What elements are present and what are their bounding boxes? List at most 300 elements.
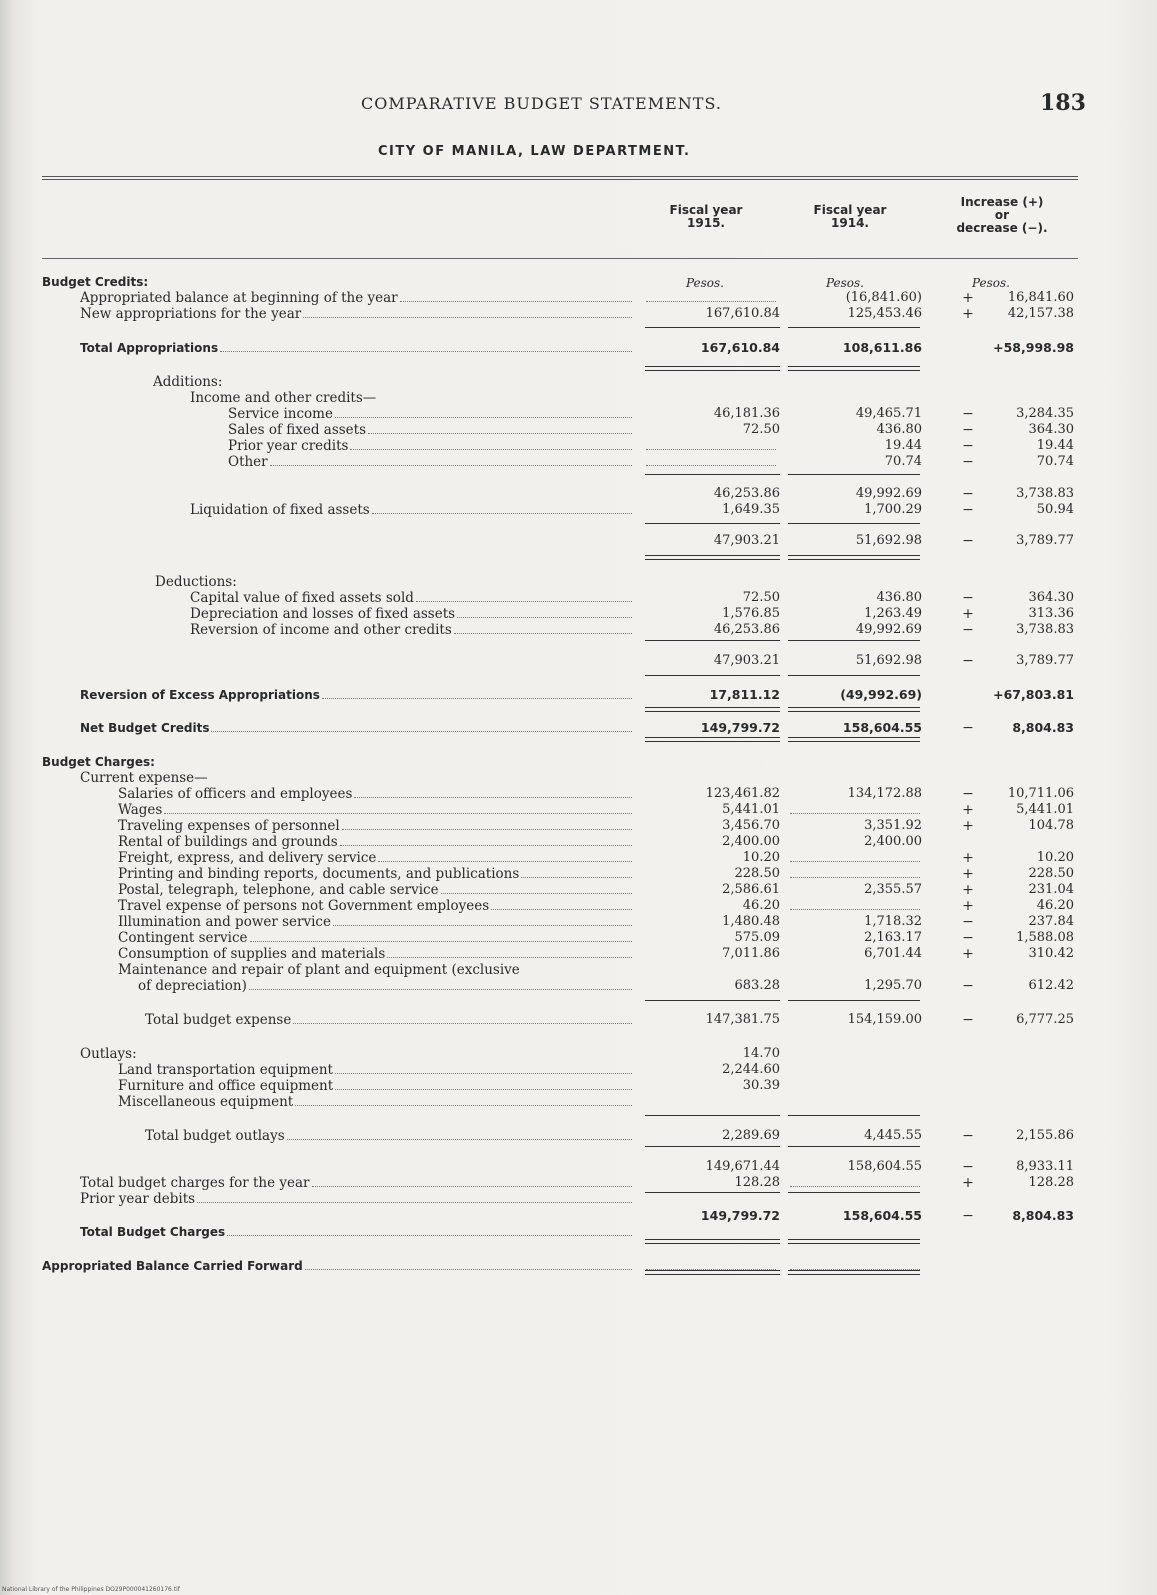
leader-dots (295, 1094, 632, 1106)
value-c1: 228.50 (734, 866, 780, 881)
value-c2: 6,701.44 (864, 946, 922, 961)
table-row (0, 1078, 1157, 1094)
table-row (0, 720, 1157, 736)
row-label (118, 818, 632, 834)
value-c1: 683.28 (734, 978, 780, 993)
row-label-text: Freight, express, and delivery service (118, 850, 377, 866)
row-label (80, 687, 632, 703)
value-c2: 1,295.70 (864, 978, 922, 993)
value-c2: 436.80 (876, 422, 922, 437)
value-c1: 1,649.35 (722, 502, 780, 517)
double-rule (788, 1270, 920, 1275)
table-row (0, 882, 1157, 898)
change-sign: − (962, 422, 974, 438)
table-row (0, 687, 1157, 703)
leader-dots (350, 438, 632, 450)
change-sign: + (962, 882, 974, 898)
change-sign: + (962, 306, 974, 322)
value-c3: 228.50 (1028, 866, 1074, 881)
sum-rule (788, 1115, 920, 1116)
unit-change: Pesos. (972, 276, 1010, 290)
value-c3: 1,588.08 (1016, 930, 1074, 945)
table-row (0, 606, 1157, 622)
row-label-text: Reversion of Excess Appropriations (80, 688, 320, 702)
table-row (0, 786, 1157, 802)
row-label-text: Other (228, 454, 268, 470)
row-label-text: Traveling expenses of personnel (118, 818, 340, 834)
value-c2: 154,159.00 (847, 1012, 922, 1027)
row-label (118, 850, 632, 866)
change-sign: − (962, 486, 974, 502)
leader-dots (333, 914, 632, 926)
value-c3: 8,933.11 (1016, 1159, 1074, 1174)
table-row (0, 1224, 1157, 1240)
row-label (118, 1062, 632, 1078)
leader-dots (378, 850, 632, 862)
leader-dots (249, 978, 632, 990)
row-label (118, 1078, 632, 1094)
row-label (80, 770, 620, 786)
table-row (0, 1046, 1157, 1062)
leader-dots (521, 866, 632, 878)
table-row (0, 653, 1157, 669)
value-c3: 8,804.83 (1012, 720, 1074, 735)
leader-dots (454, 622, 632, 634)
leader-dots (270, 454, 632, 466)
value-c3: 46.20 (1036, 898, 1074, 913)
value-c3: 2,155.86 (1016, 1128, 1074, 1143)
value-c3: 6,777.25 (1016, 1012, 1074, 1027)
value-c2: 2,163.17 (864, 930, 922, 945)
row-label (228, 438, 632, 454)
leader-dots (335, 1062, 632, 1074)
leader-dots (335, 1078, 632, 1090)
table-row (0, 1128, 1157, 1144)
value-c1: 1,480.48 (722, 914, 780, 929)
table-row (0, 1258, 1157, 1274)
value-c2: (16,841.60) (845, 290, 922, 305)
value-c1: 167,610.84 (705, 306, 780, 321)
change-sign: + (962, 946, 974, 962)
row-label (155, 574, 620, 590)
row-label (42, 274, 620, 290)
value-c1: 149,799.72 (700, 1208, 780, 1223)
table-row (0, 274, 1157, 290)
change-sign: − (962, 1208, 974, 1224)
value-c1: 128.28 (734, 1175, 780, 1190)
change-sign: + (962, 290, 974, 306)
empty-cell-dots (790, 909, 920, 910)
value-c3: 8,804.83 (1012, 1208, 1074, 1223)
value-c1: 46,253.86 (713, 622, 780, 637)
value-c3: 364.30 (1028, 422, 1074, 437)
change-sign: − (962, 590, 974, 606)
value-c1: 72.50 (742, 590, 780, 605)
value-c1: 1,576.85 (722, 606, 780, 621)
row-label (190, 606, 632, 622)
row-label-text: Wages (118, 802, 163, 818)
value-c3: 3,789.77 (1016, 653, 1074, 668)
value-c2: 1,718.32 (864, 914, 922, 929)
table-row (0, 486, 1157, 502)
row-label (80, 1191, 632, 1207)
double-rule (788, 366, 920, 371)
value-c2: 134,172.88 (847, 786, 922, 801)
sum-rule (645, 1192, 780, 1193)
row-label-text: Total budget outlays (145, 1128, 285, 1144)
row-label-text: Depreciation and losses of fixed assets (190, 606, 456, 622)
value-c3: 310.42 (1028, 946, 1074, 961)
row-label (80, 1175, 632, 1191)
table-row (0, 914, 1157, 930)
column-header-change: Increase (+) or decrease (−). (956, 195, 1048, 235)
page-subtitle: CITY OF MANILA, LAW DEPARTMENT. (378, 144, 691, 159)
row-label (118, 946, 632, 962)
double-rule (645, 1239, 780, 1244)
value-c2: 158,604.55 (842, 1208, 922, 1223)
row-label (228, 454, 632, 470)
change-sign: + (962, 818, 974, 834)
table-row (0, 340, 1157, 356)
double-rule (645, 1270, 780, 1275)
leader-dots (293, 1012, 632, 1024)
row-label (42, 1258, 632, 1274)
value-c2: 108,611.86 (842, 340, 922, 355)
row-label (80, 306, 632, 322)
row-label (118, 1094, 632, 1110)
change-sign: − (962, 720, 974, 736)
row-label (118, 786, 632, 802)
change-sign: + (962, 1175, 974, 1191)
double-rule (788, 555, 920, 560)
value-c3: 237.84 (1028, 914, 1074, 929)
running-head: COMPARATIVE BUDGET STATEMENTS. (361, 94, 722, 113)
top-rule (42, 176, 1078, 180)
leader-dots (354, 786, 632, 798)
table-row (0, 590, 1157, 606)
change-sign: − (962, 454, 974, 470)
row-label (118, 930, 632, 946)
row-label (153, 374, 620, 390)
row-label-text: Reversion of income and other credits (190, 622, 452, 638)
row-label-text: Travel expense of persons not Government employees (118, 898, 490, 914)
value-c3: 364.30 (1028, 590, 1074, 605)
value-c2: 2,355.57 (864, 882, 922, 897)
value-c1: 10.20 (742, 850, 780, 865)
value-c1: 17,811.12 (709, 687, 780, 702)
value-c3: 50.94 (1036, 502, 1074, 517)
leader-dots (322, 687, 632, 699)
sum-rule (788, 1192, 920, 1193)
leader-dots (197, 1191, 632, 1203)
change-sign: − (962, 1159, 974, 1175)
table-row (0, 1012, 1157, 1028)
change-sign: − (962, 622, 974, 638)
value-c1: 2,244.60 (722, 1062, 780, 1077)
change-sign: + (962, 866, 974, 882)
double-rule (645, 707, 780, 712)
sum-rule (645, 474, 780, 475)
value-c1: 7,011.86 (722, 946, 780, 961)
row-label-text: New appropriations for the year (80, 306, 302, 322)
row-label-text: Total Budget Charges (80, 1225, 226, 1239)
value-c1: 5,441.01 (722, 802, 780, 817)
table-row (0, 622, 1157, 638)
double-rule (788, 1239, 920, 1244)
leader-dots (400, 290, 632, 302)
row-label-text: Appropriated balance at beginning of the year (80, 290, 398, 306)
table-row (0, 374, 1157, 390)
row-label-text: Total budget expense (145, 1012, 292, 1028)
row-label-text: Budget Credits: (42, 275, 149, 289)
value-c1: 2,289.69 (722, 1128, 780, 1143)
value-c1: 3,456.70 (722, 818, 780, 833)
leader-dots (305, 1258, 632, 1270)
row-label-text: Capital value of fixed assets sold (190, 590, 414, 606)
value-c1: 167,610.84 (700, 340, 780, 355)
leader-dots (457, 606, 632, 618)
value-c2: 4,445.55 (864, 1128, 922, 1143)
table-row (0, 978, 1157, 994)
sum-rule (645, 1115, 780, 1116)
empty-cell-dots (646, 301, 776, 302)
row-label (190, 622, 632, 638)
row-label-text: Budget Charges: (42, 755, 155, 769)
value-c2: 1,263.49 (864, 606, 922, 621)
header-rule (42, 258, 1078, 259)
row-label (228, 406, 632, 422)
value-c2: 49,992.69 (855, 622, 922, 637)
change-sign: − (962, 786, 974, 802)
value-c3: 10,711.06 (1007, 786, 1074, 801)
table-row (0, 290, 1157, 306)
value-c2: 19.44 (884, 438, 922, 453)
value-c3: 3,738.83 (1016, 622, 1074, 637)
table-row (0, 1191, 1157, 1207)
value-c3: 313.36 (1028, 606, 1074, 621)
row-label (118, 882, 632, 898)
unit-1914: Pesos. (826, 276, 864, 290)
double-rule (645, 366, 780, 371)
change-sign: + (962, 850, 974, 866)
change-sign: − (962, 653, 974, 669)
table-row (0, 390, 1157, 406)
leader-dots (372, 502, 632, 514)
leader-dots (387, 946, 632, 958)
value-c1: 147,381.75 (705, 1012, 780, 1027)
change-sign: − (962, 930, 974, 946)
row-label-text: Salaries of officers and employees (118, 786, 353, 802)
value-c3: 70.74 (1036, 454, 1074, 469)
row-label (118, 898, 632, 914)
leader-dots (287, 1128, 632, 1140)
row-label (145, 1012, 632, 1028)
leader-dots (340, 834, 632, 846)
double-rule (645, 555, 780, 560)
value-c2: 2,400.00 (864, 834, 922, 849)
row-label-text: Prior year debits (80, 1191, 196, 1207)
row-label-text: Printing and binding reports, documents, and publications (118, 866, 520, 882)
row-label (118, 866, 632, 882)
row-label-text: Contingent service (118, 930, 248, 946)
page-number: 183 (1040, 90, 1086, 116)
change-sign: + (962, 606, 974, 622)
value-c3: +67,803.81 (993, 687, 1074, 702)
value-c1: 2,586.61 (722, 882, 780, 897)
row-label-text: Outlays: (80, 1046, 137, 1062)
empty-cell-dots (646, 449, 776, 450)
table-row (0, 1175, 1157, 1191)
change-sign: − (962, 978, 974, 994)
table-row (0, 1094, 1157, 1110)
row-label-text: Maintenance and repair of plant and equipment (exclusive (118, 962, 520, 978)
change-sign: − (962, 438, 974, 454)
row-label (80, 1224, 632, 1240)
sum-rule (788, 474, 920, 475)
sum-rule (788, 327, 920, 328)
sum-rule (788, 1146, 920, 1147)
value-c3: 231.04 (1028, 882, 1074, 897)
row-label (80, 290, 632, 306)
value-c1: 30.39 (742, 1078, 780, 1093)
table-row (0, 818, 1157, 834)
row-label (138, 978, 632, 994)
row-label-text: of depreciation) (138, 978, 247, 994)
leader-dots (312, 1175, 633, 1187)
row-label-text: Miscellaneous equipment (118, 1094, 294, 1110)
table-row (0, 454, 1157, 470)
value-c3: 42,157.38 (1007, 306, 1074, 321)
leader-dots (342, 818, 632, 830)
row-label-text: Income and other credits— (190, 390, 377, 406)
value-c2: (49,992.69) (840, 687, 922, 702)
double-rule (788, 737, 920, 742)
value-c2: 158,604.55 (847, 1159, 922, 1174)
value-c3: 3,789.77 (1016, 533, 1074, 548)
table-row (0, 438, 1157, 454)
row-label (80, 1046, 620, 1062)
row-label (118, 962, 620, 978)
change-sign: − (962, 502, 974, 518)
sum-rule (788, 1000, 920, 1001)
row-label-text: Consumption of supplies and materials (118, 946, 386, 962)
leader-dots (164, 802, 632, 814)
row-label-text: Illumination and power service (118, 914, 331, 930)
leader-dots (368, 422, 632, 434)
value-c3: 3,284.35 (1016, 406, 1074, 421)
value-c2: 3,351.92 (864, 818, 922, 833)
value-c3: 16,841.60 (1007, 290, 1074, 305)
value-c2: 51,692.98 (855, 533, 922, 548)
table-row (0, 406, 1157, 422)
table-row (0, 802, 1157, 818)
double-rule (645, 737, 780, 742)
value-c3: 128.28 (1028, 1175, 1074, 1190)
sum-rule (645, 675, 780, 676)
row-label (118, 834, 632, 850)
table-row (0, 866, 1157, 882)
row-label-text: Furniture and office equipment (118, 1078, 334, 1094)
value-c1: 72.50 (742, 422, 780, 437)
row-label (42, 754, 620, 770)
value-c1: 123,461.82 (705, 786, 780, 801)
row-label-text: Current expense— (80, 770, 208, 786)
value-c3: 104.78 (1028, 818, 1074, 833)
table-row (0, 422, 1157, 438)
table-row (0, 502, 1157, 518)
table-row (0, 850, 1157, 866)
row-label (118, 914, 632, 930)
leader-dots (303, 306, 632, 318)
leader-dots (220, 340, 632, 352)
table-row (0, 1159, 1157, 1175)
table-row (0, 946, 1157, 962)
sum-rule (645, 523, 780, 524)
leader-dots (491, 898, 632, 910)
empty-cell-dots (790, 1186, 920, 1187)
footer-credit: National Library of the Philippines DO29P000041260176.tif (2, 1586, 180, 1593)
leader-dots (227, 1224, 632, 1236)
value-c1: 46,181.36 (713, 406, 780, 421)
change-sign: + (962, 898, 974, 914)
row-label (80, 340, 632, 356)
empty-cell-dots (790, 861, 920, 862)
row-label (190, 390, 620, 406)
row-label-text: Prior year credits (228, 438, 349, 454)
row-label-text: Appropriated Balance Carried Forward (42, 1259, 303, 1273)
leader-dots (335, 406, 632, 418)
row-label (80, 720, 632, 736)
row-label (190, 502, 632, 518)
value-c1: 46.20 (742, 898, 780, 913)
table-row (0, 754, 1157, 770)
row-label-text: Total Appropriations (80, 341, 219, 355)
value-c3: 5,441.01 (1016, 802, 1074, 817)
row-label-text: Postal, telegraph, telephone, and cable service (118, 882, 439, 898)
value-c1: 47,903.21 (713, 653, 780, 668)
leader-dots (211, 720, 632, 732)
table-row (0, 533, 1157, 549)
value-c1: 149,671.44 (705, 1159, 780, 1174)
value-c2: 125,453.46 (847, 306, 922, 321)
sum-rule (788, 675, 920, 676)
empty-cell-dots (790, 813, 920, 814)
value-c3: 10.20 (1036, 850, 1074, 865)
sum-rule (645, 1000, 780, 1001)
value-c3: 19.44 (1036, 438, 1074, 453)
leader-dots (250, 930, 633, 942)
change-sign: − (962, 1012, 974, 1028)
row-label (145, 1128, 632, 1144)
row-label-text: Sales of fixed assets (228, 422, 367, 438)
value-c2: 51,692.98 (855, 653, 922, 668)
value-c2: 70.74 (884, 454, 922, 469)
empty-cell-dots (790, 877, 920, 878)
table-row (0, 834, 1157, 850)
change-sign: − (962, 406, 974, 422)
change-sign: + (962, 802, 974, 818)
unit-1915: Pesos. (686, 276, 724, 290)
value-c1: 149,799.72 (700, 720, 780, 735)
row-label-text: Land transportation equipment (118, 1062, 333, 1078)
table-row (0, 770, 1157, 786)
row-label-text: Additions: (153, 374, 223, 390)
leader-dots (441, 882, 632, 894)
row-label-text: Net Budget Credits (80, 721, 210, 735)
value-c1: 575.09 (734, 930, 780, 945)
table-row (0, 930, 1157, 946)
sum-rule (645, 640, 780, 641)
